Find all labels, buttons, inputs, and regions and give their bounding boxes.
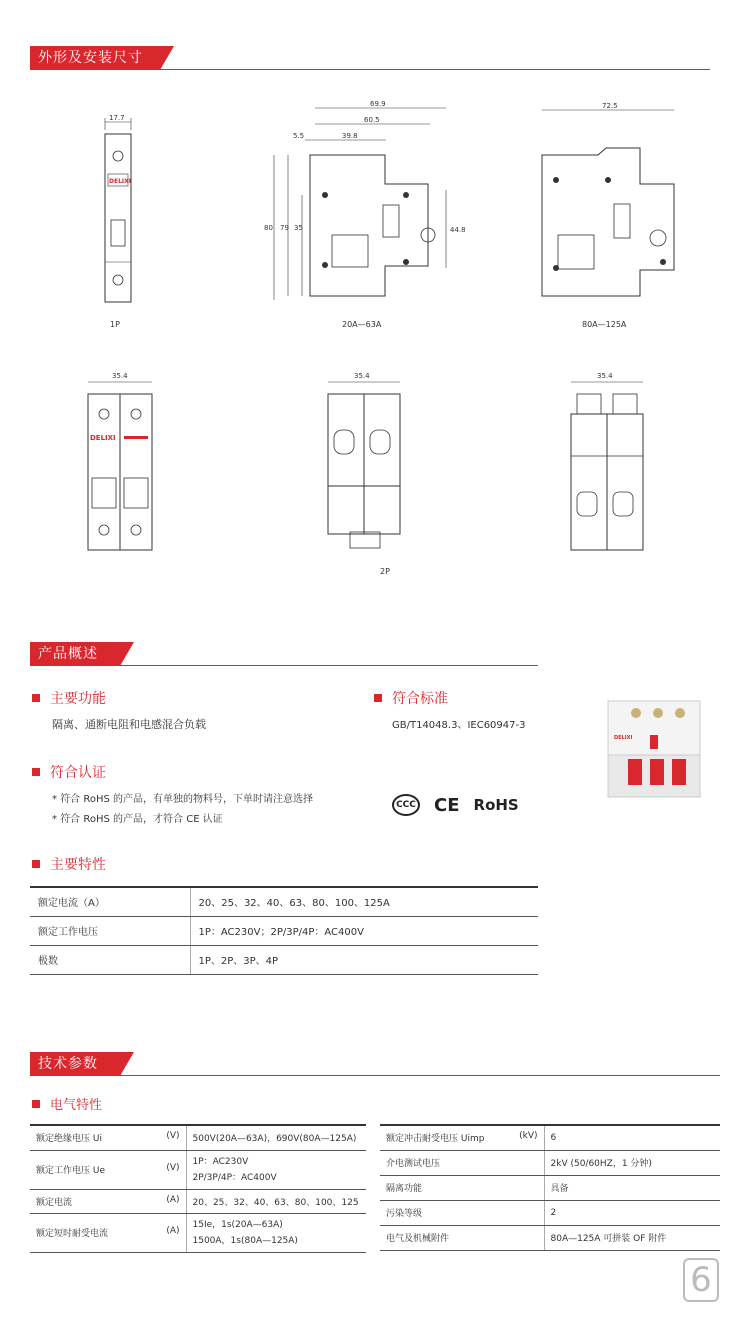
param-value: 15Ie，1s(20A—63A)	[192, 1219, 283, 1230]
table-row	[30, 916, 538, 945]
table-row	[380, 1150, 720, 1175]
param-unit: (A)	[166, 1194, 180, 1205]
drawing-2p-front	[80, 370, 160, 555]
param-key: 额定短时耐受电流	[36, 1229, 109, 1239]
table-row	[380, 1200, 720, 1225]
drawing-2p-side	[320, 370, 410, 555]
param-unit: (A)	[166, 1226, 180, 1236]
rohs-mark: RoHS	[473, 796, 519, 814]
features-table	[30, 886, 538, 975]
product-brand: DELIXI	[614, 735, 633, 741]
param-unit: (kV)	[519, 1131, 538, 1142]
param-value: 具备	[544, 1175, 720, 1200]
dim-mid-width: 60.5	[364, 116, 380, 124]
subheading-main-function: 主要功能	[32, 688, 106, 708]
param-value: 1P：AC230V	[192, 1156, 249, 1167]
drawing-20-63a-side	[260, 100, 470, 310]
param-value: 1500A，1s(80A—125A)	[192, 1235, 298, 1246]
param-key: 电气及机械附件	[380, 1225, 544, 1250]
feature-value: 1P：AC230V；2P/3P/4P：AC400V	[190, 916, 538, 945]
dim-height-80: 80	[264, 224, 273, 232]
caption-1p: 1P	[110, 320, 120, 329]
table-row	[30, 887, 538, 916]
table-row	[380, 1225, 720, 1250]
param-value: 80A—125A 可拼装 OF 附件	[544, 1225, 720, 1250]
param-value: 500V(20A—63A)，690V(80A—125A)	[186, 1125, 366, 1150]
param-unit: (V)	[166, 1163, 180, 1173]
subheading-certification: 符合认证	[32, 762, 106, 782]
main-function-text: 隔离、通断电阻和电感混合负载	[52, 718, 206, 731]
dim-height-44: 44.8	[450, 226, 466, 234]
caption-80-125a: 80A—125A	[582, 320, 627, 329]
cert-line-1: * 符合 RoHS 的产品，有单独的物料号，下单时请注意选择	[52, 794, 314, 805]
drawing-2p-rear	[565, 370, 655, 555]
dim-height-79: 79	[280, 224, 289, 232]
feature-key: 额定工作电压	[30, 916, 190, 945]
table-row	[30, 1189, 366, 1213]
section-header-overview	[30, 642, 538, 666]
divider	[30, 69, 710, 70]
brand-logo: DELIXI	[109, 178, 131, 185]
param-key: 介电测试电压	[380, 1150, 544, 1175]
dim-80-125-width: 72.5	[602, 102, 618, 110]
section-header-dimensions	[30, 46, 710, 70]
subheading-standard: 符合标准	[374, 688, 448, 708]
table-row	[30, 945, 538, 974]
certification-marks	[392, 794, 519, 816]
electrical-table-right	[380, 1124, 720, 1251]
divider	[30, 1075, 720, 1076]
table-row	[380, 1125, 720, 1150]
param-value: 20、25、32、40、63、80、100、125	[186, 1189, 366, 1213]
feature-key: 额定电流（A）	[30, 887, 190, 916]
brand-logo-2p: DELIXI	[90, 434, 116, 442]
dim-height-35: 35	[294, 224, 303, 232]
param-key: 污染等级	[380, 1200, 544, 1225]
param-key: 隔离功能	[380, 1175, 544, 1200]
table-row	[30, 1213, 366, 1252]
param-key: 额定冲击耐受电压 Uimp	[386, 1134, 485, 1145]
param-unit: (V)	[166, 1131, 180, 1142]
param-key: 额定电流	[36, 1197, 73, 1208]
feature-key: 极数	[30, 945, 190, 974]
standard-text: GB/T14048.3、IEC60947-3	[392, 720, 526, 731]
section-header-tech	[30, 1052, 720, 1076]
ce-mark-icon: CE	[434, 794, 460, 816]
dim-2p-side-width: 35.4	[354, 372, 370, 380]
feature-value: 20、25、32、40、63、80、100、125A	[190, 887, 538, 916]
page-number: 6	[683, 1258, 719, 1302]
param-value: 2	[544, 1200, 720, 1225]
param-value: 2P/3P/4P：AC400V	[192, 1172, 277, 1183]
caption-20-63a: 20A—63A	[342, 320, 382, 329]
divider	[30, 665, 538, 666]
section-title: 产品概述	[30, 642, 120, 666]
subheading-electrical: 电气特性	[32, 1094, 102, 1113]
dim-total-width: 69.9	[370, 100, 386, 108]
electrical-table-left	[30, 1124, 366, 1253]
param-value: 2kV (50/60HZ，1 分钟)	[544, 1150, 720, 1175]
table-row	[30, 1150, 366, 1189]
cert-line-2: * 符合 RoHS 的产品，才符合 CE 认证	[52, 814, 223, 825]
table-row	[30, 1125, 366, 1150]
dim-offset: 5.5	[293, 132, 305, 140]
section-title: 外形及安装尺寸	[30, 46, 160, 70]
param-key: 额定工作电压 Ue	[36, 1166, 105, 1176]
caption-2p: 2P	[380, 567, 390, 576]
ccc-mark-icon: CCC	[392, 794, 420, 816]
dim-front-width: 39.8	[342, 132, 358, 140]
param-key: 额定绝缘电压 Ui	[36, 1134, 102, 1145]
dim-2p-front-width: 35.4	[112, 372, 128, 380]
drawing-1p	[95, 112, 145, 307]
product-image	[600, 695, 715, 805]
feature-value: 1P、2P、3P、4P	[190, 945, 538, 974]
drawing-80-125a-side	[528, 100, 698, 310]
dim-1p-width: 17.7	[109, 114, 125, 122]
section-title: 技术参数	[30, 1052, 120, 1076]
dim-2p-rear-width: 35.4	[597, 372, 613, 380]
table-row	[380, 1175, 720, 1200]
param-value: 6	[544, 1125, 720, 1150]
subheading-features: 主要特性	[32, 854, 106, 874]
